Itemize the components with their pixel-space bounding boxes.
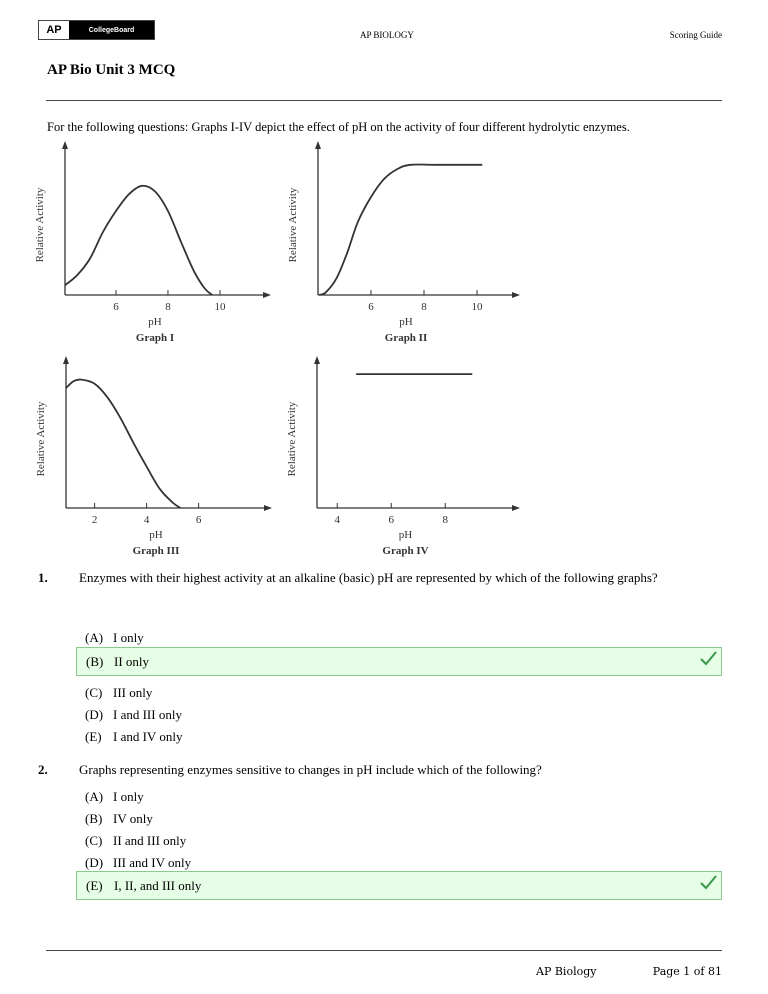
graph-title: Graph IV	[382, 545, 429, 557]
x-tick-label: 8	[165, 301, 171, 313]
option-letter: (C)	[85, 685, 103, 700]
answer-option[interactable]	[76, 829, 722, 851]
x-tick-label: 6	[195, 514, 202, 526]
x-tick-label: 4	[334, 514, 340, 526]
x-axis-arrow	[512, 292, 520, 298]
title-divider	[46, 100, 722, 101]
option-letter: (D)	[85, 707, 104, 722]
header-doc-type: Scoring Guide	[669, 30, 722, 40]
option-letter: (B)	[85, 811, 103, 826]
answer-option[interactable]	[76, 785, 722, 807]
graph-2	[282, 150, 532, 355]
y-axis-arrow	[314, 356, 320, 364]
option-letter: (C)	[85, 833, 103, 848]
x-tick-label: 10	[471, 301, 483, 313]
y-axis-arrow	[315, 141, 321, 149]
option-label: I and IV only	[113, 729, 183, 744]
activity-curve	[65, 186, 212, 295]
page-number: Page 1 of 81	[652, 965, 722, 978]
answer-option[interactable]	[76, 703, 722, 725]
x-tick-label: 2	[91, 514, 98, 526]
header-subject: AP BIOLOGY	[360, 30, 414, 40]
x-axis-arrow	[264, 505, 272, 511]
answer-option[interactable]	[76, 851, 722, 873]
activity-curve	[66, 379, 180, 508]
answer-option[interactable]	[76, 725, 722, 747]
graph-3	[30, 360, 280, 565]
question-number: 2.	[38, 762, 48, 777]
option-letter: (A)	[85, 630, 104, 645]
page-title: AP Bio Unit 3 MCQ	[47, 62, 176, 78]
option-label: II and III only	[113, 833, 187, 848]
option-label: III and IV only	[113, 855, 192, 870]
option-label: III only	[113, 685, 153, 700]
logo-collegeboard: CollegeBoard	[69, 21, 154, 39]
y-axis-label: Relative Activity	[34, 187, 46, 263]
checkmark-icon	[699, 650, 717, 666]
x-tick-label: 8	[442, 514, 448, 526]
option-label: I only	[113, 630, 144, 645]
graph-title: Graph III	[132, 545, 180, 557]
question-text: Enzymes with their highest activity at an alkaline (basic) pH are represented by which of the following graphs?	[79, 570, 658, 585]
option-label: I only	[113, 789, 144, 804]
question-text: Graphs representing enzymes sensitive to changes in pH include which of the following?	[79, 762, 542, 777]
x-axis-arrow	[263, 292, 271, 298]
y-axis-arrow	[63, 356, 69, 364]
answer-option-correct[interactable]	[76, 647, 722, 676]
x-tick-label: 6	[388, 514, 394, 526]
footer-subject: AP Biology	[536, 965, 597, 978]
intro-text: For the following questions: Graphs I-IV depict the effect of pH on the activity of four different hydrolytic enzymes.	[47, 120, 630, 134]
x-tick-label: 4	[143, 514, 150, 526]
answer-option[interactable]	[76, 681, 722, 703]
option-letter: (E)	[86, 878, 103, 893]
y-axis-label: Relative Activity	[286, 401, 298, 477]
graph-1	[30, 150, 280, 355]
y-axis-label: Relative Activity	[35, 401, 47, 477]
x-tick-label: 10	[214, 301, 226, 313]
footer-divider	[46, 950, 722, 951]
x-axis-label: pH	[399, 316, 413, 328]
checkmark-icon	[699, 874, 717, 890]
option-label: I and III only	[113, 707, 182, 722]
graph-4	[282, 360, 532, 565]
x-axis-arrow	[512, 505, 520, 511]
activity-curve	[319, 164, 482, 295]
option-letter: (A)	[85, 789, 104, 804]
logo-ap: AP	[39, 21, 69, 39]
x-tick-label: 8	[421, 301, 427, 313]
y-axis-arrow	[62, 141, 68, 149]
x-axis-label: pH	[149, 529, 163, 541]
answer-option[interactable]	[76, 807, 722, 829]
question-number: 1.	[38, 570, 48, 585]
x-tick-label: 6	[368, 301, 374, 313]
ap-collegeboard-logo	[38, 20, 155, 40]
option-letter: (B)	[86, 654, 104, 669]
option-label: I, II, and III only	[114, 878, 202, 893]
x-tick-label: 6	[113, 301, 119, 313]
option-letter: (E)	[85, 729, 102, 744]
option-label: IV only	[113, 811, 153, 826]
option-letter: (D)	[85, 855, 104, 870]
y-axis-label: Relative Activity	[287, 187, 299, 263]
x-axis-label: pH	[148, 316, 162, 328]
x-axis-label: pH	[398, 529, 413, 541]
option-label: II only	[114, 654, 150, 669]
graph-title: Graph I	[135, 332, 175, 344]
answer-option[interactable]	[76, 626, 722, 648]
answer-option-correct[interactable]	[76, 871, 722, 900]
graph-title: Graph II	[384, 332, 428, 344]
